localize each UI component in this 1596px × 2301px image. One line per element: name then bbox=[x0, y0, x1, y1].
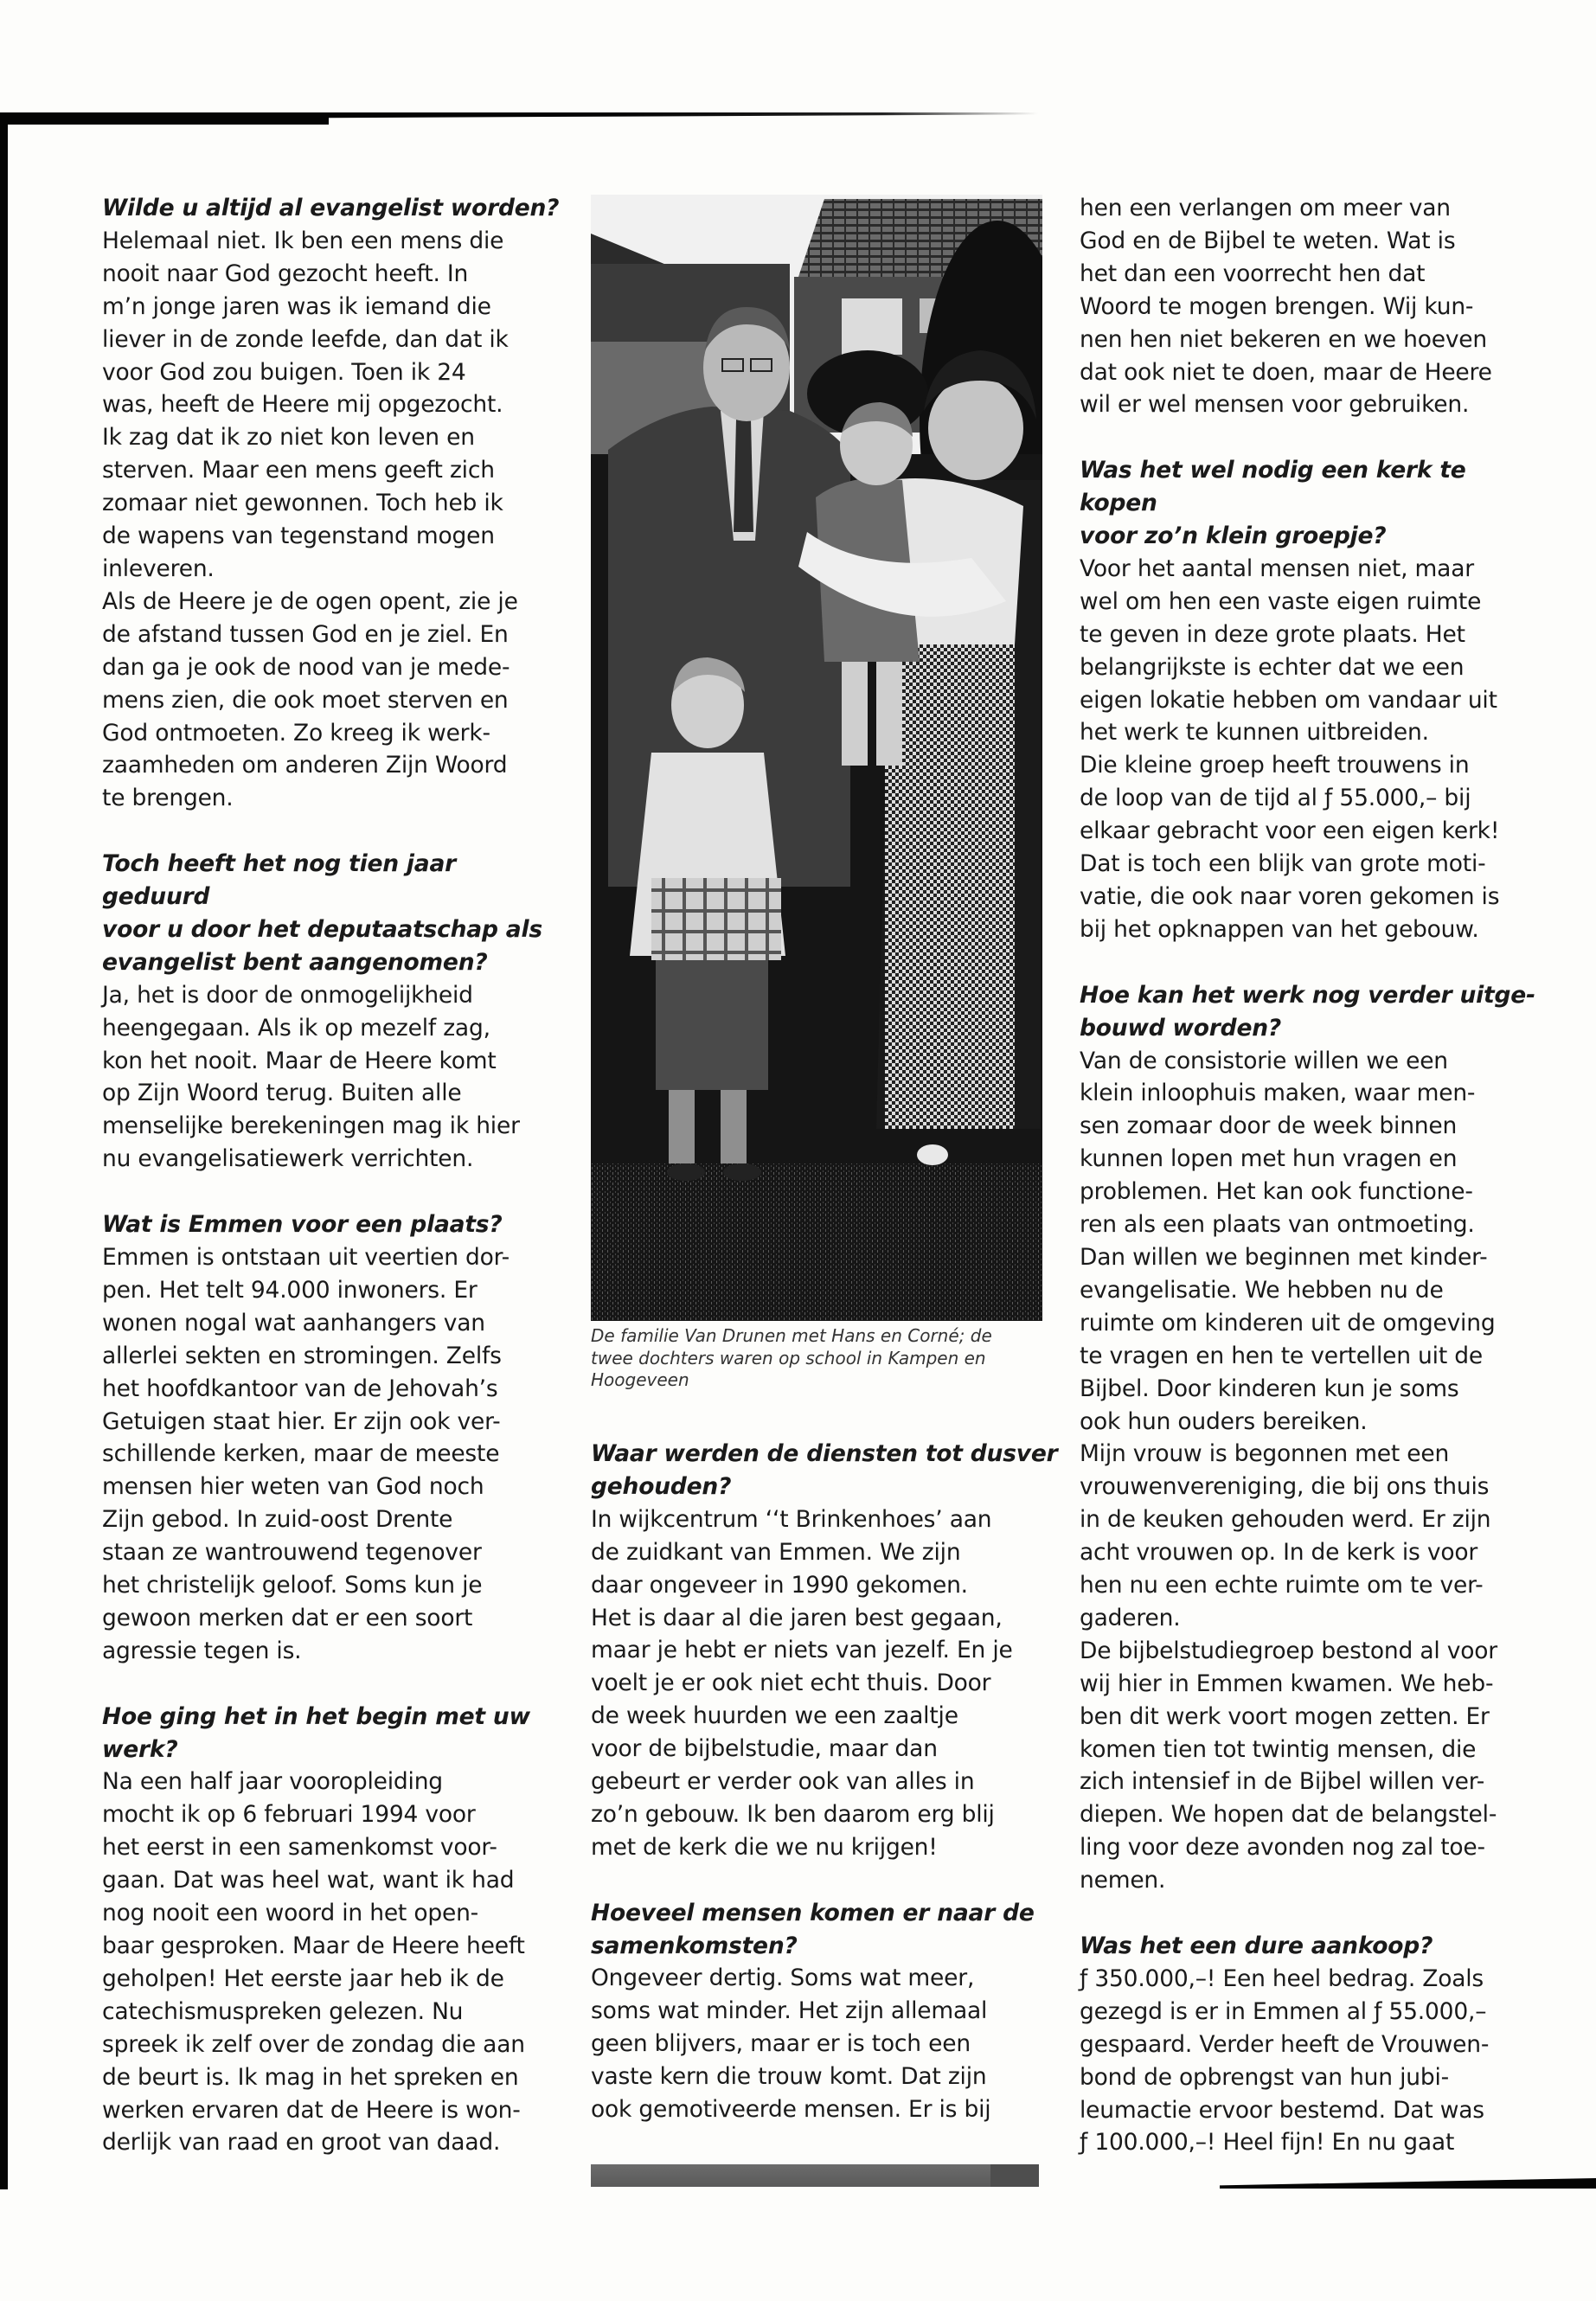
family-photo bbox=[591, 195, 1042, 1321]
question-heading: Waar werden de diensten tot dusver gehouden? bbox=[591, 1440, 1058, 1500]
column-right bbox=[1080, 192, 1551, 2159]
question-heading: Was het een dure aankoop? bbox=[1080, 1932, 1433, 1959]
answer-text: In wijkcentrum ‘‘t Brinkenhoes’ aan de zuidkant van Emmen. We zijn daar ongeveer in 1990 gekomen. Het is daar al die jaren best gegaan, maar je hebt er niets van jezelf. En je voelt je er ook niet echt thuis. Door de week huurden we een zaaltje voor de bijbelstudie, maar dan gebeurt er verder ook van alles in zo’n gebouw. Ik ben daarom erg blij met de kerk die we nu krijgen! bbox=[591, 1505, 1013, 1861]
left-edge-bar bbox=[0, 117, 8, 2189]
question-heading: Hoe ging het in het begin met uw werk? bbox=[102, 1702, 530, 1763]
top-rule bbox=[0, 112, 1038, 119]
bottom-rule bbox=[1220, 2178, 1596, 2189]
answer-text: Helemaal niet. Ik ben een mens die nooit naar God gezocht heeft. In m’n jonge jaren was ik iemand die liever in de zonde leefde, dan dat ik voor God zou buigen. Toen ik 24 was, heeft de Heere mij opgezocht. Ik zag dat ik zo niet kon leven en sterven. Maar een mens geeft zich zomaar niet gewonnen. Toch heb ik de wapens van tegenstand mogen inleveren. Als de Heere je de ogen opent, zie je de afstand tussen God en je ziel. En dan ga je ook de nood van je mede- mens zien, die ook moet sterven en God ontmoeten. Zo kreeg ik werk- zaamheden om anderen Zijn Woord te brengen. bbox=[102, 227, 518, 812]
photo-caption: De familie Van Drunen met Hans en Corné; de twee dochters waren op school in Kampen en Hoogeveen bbox=[591, 1325, 992, 1390]
column-left bbox=[102, 192, 569, 2159]
answer-text: Voor het aantal mensen niet, maar wel om hen een vaste eigen ruimte te geven in deze grote plaats. Het belangrijkste is echter dat we een eigen lokatie hebben om vandaar uit het werk te kunnen uitbreiden. Die kleine groep heeft trouwens in de loop van de tijd al ƒ 55.000,– bij elkaar gebracht voor een eigen kerk! Dat is toch een blijk van grote moti- vatie, die ook naar voren gekomen is bij het opknappen van het gebouw. bbox=[1080, 554, 1500, 943]
question-heading: Toch heeft het nog tien jaar geduurd voor u door het deputaatschap als evangelist bent aangenomen? bbox=[102, 850, 542, 976]
column-middle bbox=[591, 1438, 1058, 2126]
question-heading: Wilde u altijd al evangelist worden? bbox=[102, 195, 560, 221]
answer-text: Emmen is ontstaan uit veertien dor- pen. Het telt 94.000 inwoners. Er wonen nogal wat aanhangers van allerlei sekten en stromingen. Zelfs het hoofdkantoor van de Jehovah’s Getuigen staat hier. Er zijn ook ver- schillende kerken, maar de meeste mensen hier weten van God noch Zijn gebod. In zuid-oost Drente staan ze wantrouwend tegenover het christelijk geloof. Soms kun je gewoon merken dat er een soort agressie tegen is. bbox=[102, 1243, 510, 1664]
answer-text: Na een half jaar vooropleiding mocht ik op 6 februari 1994 voor het eerst in een samenkomst voor- gaan. Dat was heel wat, want ik had nog nooit een woord in het open- baar gesproken. Maar de Heere heeft geholpen! Het eerste jaar heb ik de catechismuspreken gelezen. Nu spreek ik zelf over de zondag die aan de beurt is. Ik mag in het spreken en werken ervaren dat de Heere is won- derlijk van raad en groot van daad. bbox=[102, 1768, 525, 2157]
answer-text: Ja, het is door de onmogelijkheid heengegaan. Als ik op mezelf zag, kon het nooit. Maar de Heere komt op Zijn Woord terug. Buiten alle menselijke berekeningen mag ik hier nu evangelisatiewerk verrichten. bbox=[102, 981, 520, 1173]
answer-text: Ongeveer dertig. Soms wat meer, soms wat minder. Het zijn allemaal geen blijvers, maar er is toch een vaste kern die trouw komt. Dat zijn ook gemotiveerde mensen. Er is bij bbox=[591, 1965, 991, 2124]
question-heading: Wat is Emmen voor een plaats? bbox=[102, 1211, 503, 1239]
family-photo-image bbox=[591, 195, 1042, 1321]
answer-text: hen een verlangen om meer van God en de Bijbel te weten. Wat is het dan een voorrecht hen dat Woord te mogen brengen. Wij kun- nen hen niet bekeren en we hoeven dat ook niet te doen, maar de Heere wil er wel mensen voor gebruiken. bbox=[1080, 195, 1492, 419]
question-heading: Was het wel nodig een kerk te kopen voor zo’n klein groepje? bbox=[1080, 457, 1466, 550]
question-heading: Hoeveel mensen komen er naar de samenkomsten? bbox=[591, 1899, 1035, 1959]
question-heading: Hoe kan het werk nog verder uitge- bouwd worden? bbox=[1080, 981, 1535, 1042]
footer-gray-bar bbox=[591, 2164, 1039, 2187]
answer-text: ƒ 350.000,–! Een heel bedrag. Zoals gezegd is er in Emmen al ƒ 55.000,– gespaard. Verder heeft de Vrouwen- bond de opbrengst van hun jubi- leumactie ervoor bestemd. Dat was ƒ 100.000,–! Heel fijn! En nu gaat bbox=[1080, 1965, 1490, 2157]
answer-text: Van de consistorie willen we een klein inloophuis maken, waar men- sen zomaar door de week binnen kunnen lopen met hun vragen en problemen. Het kan ook functione- ren als een plaats van ontmoeting. Dan willen we beginnen met kinder- evangelisatie. We hebben nu de ruimte om kinderen uit de omgeving te vragen en hen te vertellen uit de Bijbel. Door kinderen kun je soms ook hun ouders bereiken. Mijn vrouw is begonnen met een vrouwenvereniging, die bij ons thuis in de keuken gehouden werd. Er zijn acht vrouwen op. In de kerk is voor hen nu een echte ruimte om te ver- gaderen. De bijbelstudiegroep bestond al voor wij hier in Emmen kwamen. We heb- ben dit werk voort mogen zetten. Er komen tien tot twintig mensen, die zich intensief in de Bijbel willen ver- diepen. We hopen dat de belangstel- ling voor deze avonden nog zal toe- nemen. bbox=[1080, 1047, 1497, 1894]
